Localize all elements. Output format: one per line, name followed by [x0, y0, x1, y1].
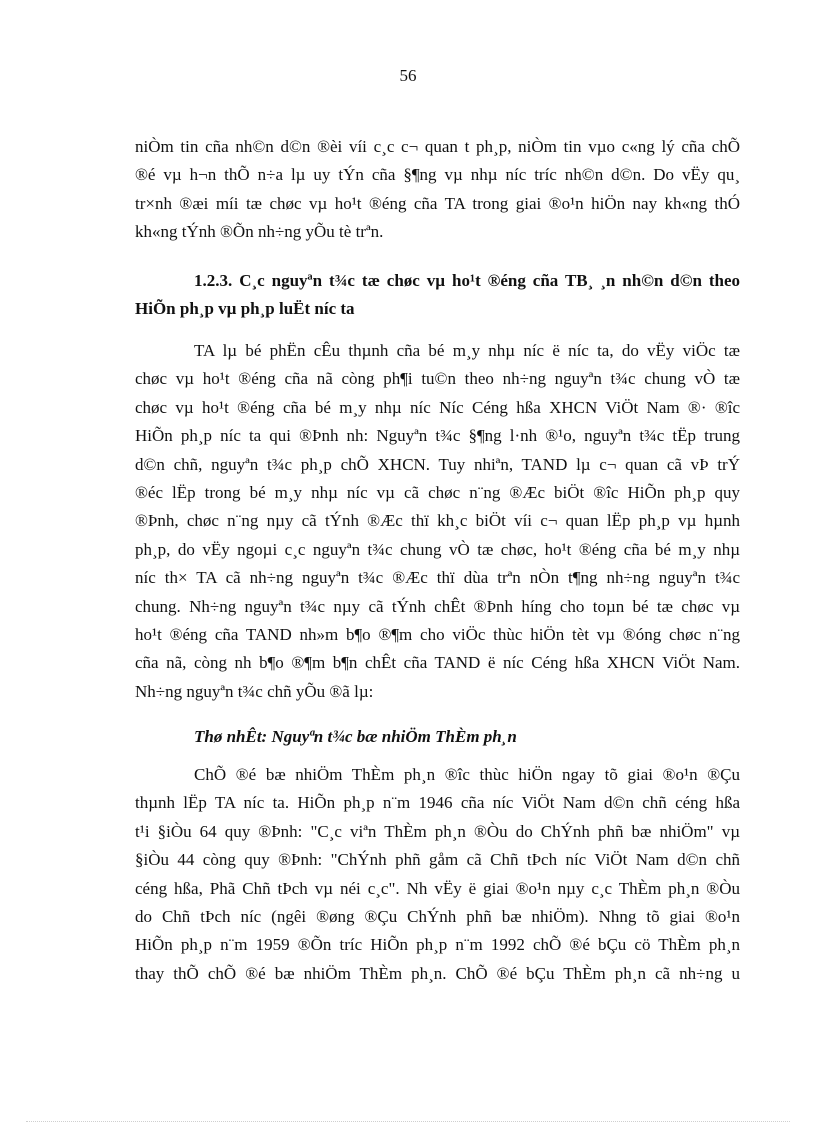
section-heading [135, 267, 740, 324]
text-line: HiÕn ph¸p níc ta qui ®Þnh nh: Nguyªn t¾c §¶ng l·nh ®¹o, nguyªn t¾c tËp trung [135, 426, 740, 446]
text-line: kh«ng tÝnh ®Õn nh÷ng yÕu tè trªn. [135, 222, 384, 242]
heading-line: Thø nhÊt: Nguyªn t¾c bæ nhiÖm ThÈm ph¸n [194, 727, 517, 746]
heading-line: HiÕn ph¸p vµ ph¸p luËt níc ta [135, 299, 355, 319]
text-line: céng hßa, Phã Chñ tÞch vµ néi c¸c". Nh vËy ë giai ®o¹n nµy c¸c ThÈm ph¸n ®Òu [135, 878, 740, 898]
text-line: ho¹t ®éng cña TAND nh»m b¶o ®¶m cho viÖc thùc hiÖn tèt vµ ®óng chøc n¨ng [135, 625, 740, 645]
text-line: chøc vµ ho¹t ®éng cña bé m¸y nhµ níc Níc Céng hßa XHCN ViÖt Nam ®· ®îc [135, 397, 740, 417]
text-line: ®Þnh, chøc n¨ng nµy cã tÝnh ®Æc thï kh¸c biÖt víi c¬ quan lËp ph¸p vµ hµnh [135, 511, 740, 531]
text-line: niÒm tin cña nh©n d©n ®èi víi c¸c c¬ quan t ph¸p, niÒm tin vµo c«ng lý cña chÕ [135, 137, 740, 156]
text-line: thµnh lËp TA níc ta. HiÕn ph¸p n¨m 1946 cña níc ViÖt Nam d©n chñ céng hßa [135, 793, 740, 813]
paragraph-intro [135, 133, 740, 247]
paragraph-appointment [135, 761, 740, 988]
paragraph-principles [135, 337, 740, 706]
page-edge-divider [26, 1121, 790, 1122]
text-line: chung. Nh÷ng nguyªn t¾c nµy cã tÝnh chÊt ®Þnh híng cho toµn bé tæ chøc vµ [135, 596, 740, 616]
text-line: d©n chñ, nguyªn t¾c ph¸p chÕ XHCN. Tuy nhiªn, TAND lµ c¬ quan cã vÞ trÝ [135, 454, 740, 474]
heading-line: 1.2.3. C¸c nguyªn t¾c tæ chøc vµ ho¹t ®éng cña TB¸ ¸n nh©n d©n theo [194, 271, 740, 290]
text-line: ph¸p, do vËy ngoµi c¸c nguyªn t¾c chung vÒ tæ chøc, ho¹t ®éng cña bé m¸y nhµ [135, 539, 740, 559]
text-line: TA lµ bé phËn cÊu thµnh cña bé m¸y nhµ níc ë níc ta, do vËy viÖc tæ [194, 341, 740, 360]
text-line: t¹i §iÒu 64 quy ®Þnh: "C¸c viªn ThÈm ph¸n ®Òu do ChÝnh phñ bæ nhiÖm" vµ [135, 821, 740, 841]
text-line: ®é vµ h¬n thÕ n÷a lµ uy tÝn cña §¶ng vµ nhµ níc tríc nh©n d©n. Do vËy qu¸ [135, 165, 740, 185]
subsection-heading [135, 723, 740, 751]
page-number: 56 [399, 66, 417, 85]
text-line: níc th× TA cã nh÷ng nguyªn t¾c ®Æc thï dùa trªn nÒn t¶ng nh÷ng nguyªn t¾c [135, 568, 740, 588]
text-line: do Chñ tÞch níc (ngêi ®øng ®Çu ChÝnh phñ bæ nhiÖm). Nhng tõ giai ®o¹n [135, 907, 740, 927]
text-line: chøc vµ ho¹t ®éng cña nã còng ph¶i tu©n theo nh÷ng nguyªn t¾c chung vÒ tæ [135, 369, 740, 389]
text-line: thay thÕ chÕ ®é bæ nhiÖm ThÈm ph¸n. ChÕ ®é bÇu ThÈm ph¸n cã nh÷ng u [135, 963, 740, 983]
text-line: tr×nh ®æi míi tæ chøc vµ ho¹t ®éng cña TA trong giai ®o¹n hiÖn nay kh«ng thÓ [135, 193, 740, 213]
text-line: cña nã, còng nh b¶o ®¶m b¶n chÊt cña TAND ë níc Céng hßa XHCN ViÖt Nam. [135, 653, 740, 673]
text-line: ®éc lËp trong bé m¸y nhµ níc vµ cã chøc n¨ng ®Æc biÖt ®îc HiÕn ph¸p quy [135, 483, 740, 503]
text-line: HiÕn ph¸p n¨m 1959 ®Õn tríc HiÕn ph¸p n¨m 1992 chÕ ®é bÇu cö ThÈm ph¸n [135, 935, 740, 955]
text-line: Nh÷ng nguyªn t¾c chñ yÕu ®ã lµ: [135, 681, 374, 701]
text-line: §iÒu 44 còng quy ®Þnh: "ChÝnh phñ gåm cã Chñ tÞch níc ViÖt Nam d©n chñ [135, 850, 740, 870]
text-line: ChÕ ®é bæ nhiÖm ThÈm ph¸n ®îc thùc hiÖn ngay tõ giai ®o¹n ®Çu [194, 765, 740, 784]
